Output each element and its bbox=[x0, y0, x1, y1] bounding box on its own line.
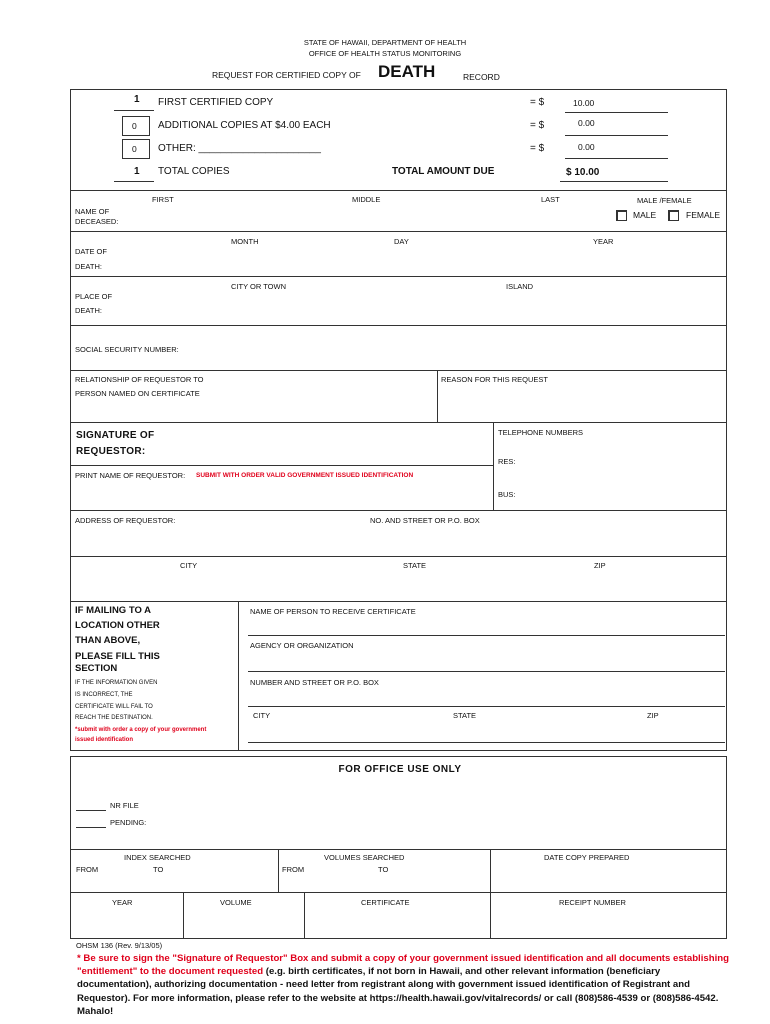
volumes-searched-label: VOLUMES SEARCHED bbox=[324, 853, 405, 862]
request-prefix: REQUEST FOR CERTIFIED COPY OF bbox=[212, 70, 361, 80]
volumes-from-label: FROM bbox=[282, 865, 305, 874]
date-label-1: DATE OF bbox=[75, 247, 107, 256]
island-header: ISLAND bbox=[506, 282, 534, 291]
date-of-death-input[interactable] bbox=[150, 250, 710, 266]
deceased-name-input[interactable] bbox=[150, 205, 590, 221]
mailing-city-label: CITY bbox=[253, 711, 271, 720]
female-checkbox[interactable] bbox=[668, 210, 679, 221]
address-label: ADDRESS OF REQUESTOR: bbox=[75, 516, 176, 525]
form-number: OHSM 136 (Rev. 9/13/05) bbox=[76, 941, 163, 950]
additional-copies-label: ADDITIONAL COPIES AT $4.00 EACH bbox=[158, 120, 331, 131]
bus-phone-input[interactable] bbox=[520, 485, 720, 501]
additional-count: 0 bbox=[132, 121, 137, 131]
total-copies-label: TOTAL COPIES bbox=[158, 166, 230, 177]
mailing-warning-3: CERTIFICATE WILL FAIL TO bbox=[75, 704, 153, 710]
mailing-id-notice-1: *submit with order a copy of your government bbox=[75, 727, 207, 733]
footer-notice bbox=[77, 952, 729, 1018]
first-copy-label: FIRST CERTIFIED COPY bbox=[158, 97, 274, 108]
state-header: STATE bbox=[403, 561, 427, 570]
additional-equals: = $ bbox=[530, 120, 545, 131]
agency-line-1: STATE OF HAWAII, DEPARTMENT OF HEALTH bbox=[303, 38, 467, 47]
middle-name-header: MIDDLE bbox=[352, 195, 381, 204]
office-receipt-label: RECEIPT NUMBER bbox=[559, 898, 626, 907]
first-name-header: FIRST bbox=[152, 195, 174, 204]
volumes-to-label: TO bbox=[378, 865, 389, 874]
office-use-box bbox=[70, 756, 727, 939]
agency-line-2: OFFICE OF HEALTH STATUS MONITORING bbox=[308, 49, 462, 58]
city-town-header: CITY OR TOWN bbox=[231, 282, 287, 291]
mailing-street-label: NUMBER AND STREET OR P.O. BOX bbox=[250, 678, 379, 687]
agency-label: AGENCY OR ORGANIZATION bbox=[250, 641, 354, 650]
mailing-street-input[interactable] bbox=[250, 689, 720, 705]
signature-label-2: REQUESTOR: bbox=[76, 446, 146, 457]
place-of-death-input[interactable] bbox=[150, 298, 710, 314]
relationship-input[interactable] bbox=[75, 402, 430, 418]
reason-input[interactable] bbox=[441, 392, 721, 416]
mailing-zip-label: ZIP bbox=[647, 711, 659, 720]
index-to-label: TO bbox=[153, 865, 164, 874]
male-checkbox[interactable] bbox=[616, 210, 627, 221]
male-label: MALE bbox=[633, 210, 657, 220]
res-phone-input[interactable] bbox=[520, 452, 720, 468]
signature-input[interactable] bbox=[165, 440, 485, 460]
address-street-input[interactable] bbox=[75, 530, 720, 548]
office-use-title: FOR OFFICE USE ONLY bbox=[338, 764, 462, 775]
city-header: CITY bbox=[180, 561, 198, 570]
record-suffix: RECORD bbox=[463, 72, 500, 82]
date-label-2: DEATH: bbox=[75, 262, 102, 271]
address-city-input[interactable] bbox=[75, 575, 720, 593]
mailing-label-1: IF MAILING TO A bbox=[75, 605, 151, 616]
telephone-header: TELEPHONE NUMBERS bbox=[498, 428, 584, 437]
place-label-2: DEATH: bbox=[75, 306, 102, 315]
reason-label: REASON FOR THIS REQUEST bbox=[441, 375, 548, 384]
res-phone-label: RES: bbox=[498, 457, 516, 466]
place-label-1: PLACE OF bbox=[75, 292, 113, 301]
index-from-label: FROM bbox=[76, 865, 99, 874]
pending-label: PENDING: bbox=[110, 818, 147, 827]
mailing-warning-4: REACH THE DESTINATION. bbox=[75, 715, 153, 721]
other-equals: = $ bbox=[530, 143, 545, 154]
total-amount-due: $ 10.00 bbox=[566, 167, 600, 178]
year-header: YEAR bbox=[593, 237, 614, 246]
form-main-box bbox=[70, 89, 727, 751]
nr-file-label: NR FILE bbox=[110, 801, 139, 810]
date-copy-label: DATE COPY PREPARED bbox=[544, 853, 630, 862]
other-count: 0 bbox=[132, 144, 137, 154]
office-certificate-label: CERTIFICATE bbox=[361, 898, 410, 907]
first-copy-count: 1 bbox=[134, 94, 140, 105]
first-copy-amount: 10.00 bbox=[573, 98, 595, 108]
record-type: DEATH bbox=[378, 62, 436, 81]
relationship-label-1: RELATIONSHIP OF REQUESTOR TO bbox=[75, 375, 204, 384]
day-header: DAY bbox=[394, 237, 409, 246]
mailing-label-4: PLEASE FILL THIS bbox=[75, 651, 160, 662]
name-label-2: DECEASED: bbox=[75, 217, 119, 226]
bus-phone-label: BUS: bbox=[498, 490, 516, 499]
ssn-label: SOCIAL SECURITY NUMBER: bbox=[75, 345, 179, 354]
footer-notice-red: * Be sure to sign the "Signature of Requestor" Box and submit a copy of your government issued identification and all documents establishing "entitlement" to the document requested bbox=[77, 953, 729, 978]
office-year-label: YEAR bbox=[112, 898, 133, 907]
zip-header: ZIP bbox=[594, 561, 606, 570]
month-header: MONTH bbox=[231, 237, 259, 246]
female-label: FEMALE bbox=[686, 210, 721, 220]
mailing-warning-2: IS INCORRECT, THE bbox=[75, 692, 133, 698]
mailing-label-2: LOCATION OTHER bbox=[75, 620, 160, 631]
signature-label-1: SIGNATURE OF bbox=[76, 430, 155, 441]
mailing-label-3: THAN ABOVE, bbox=[75, 635, 141, 646]
total-copies-count: 1 bbox=[134, 166, 140, 177]
first-copy-equals: = $ bbox=[530, 97, 545, 108]
relationship-label-2: PERSON NAMED ON CERTIFICATE bbox=[75, 389, 200, 398]
name-label-1: NAME OF bbox=[75, 207, 110, 216]
recipient-input[interactable] bbox=[250, 618, 720, 634]
index-searched-label: INDEX SEARCHED bbox=[124, 853, 191, 862]
print-name-input[interactable] bbox=[196, 484, 486, 502]
mailing-label-5: SECTION bbox=[75, 663, 118, 674]
agency-input[interactable] bbox=[250, 653, 720, 669]
id-notice: SUBMIT WITH ORDER VALID GOVERNMENT ISSUED IDENTIFICATION bbox=[196, 472, 414, 479]
last-name-header: LAST bbox=[541, 195, 560, 204]
footer-notice-black: (e.g. birth certificates, if not born in Hawaii, and other relevant information (beneficiary documentation), authorizing documentation - need letter from registrant along with government issued identification of Registrant and Requestor). For more information, please refer to the website at https://health.hawaii.gov/vitalrecords/ or call (808)586-4539 or (808)586-4542. Mahalo! bbox=[77, 966, 719, 1017]
sex-header: MALE /FEMALE bbox=[637, 196, 692, 205]
mailing-city-input[interactable] bbox=[250, 724, 720, 740]
ssn-input[interactable] bbox=[185, 342, 705, 358]
mailing-id-notice-2: issued identification bbox=[75, 737, 134, 743]
other-label: OTHER: ______________________ bbox=[158, 143, 321, 154]
total-amount-label: TOTAL AMOUNT DUE bbox=[392, 166, 495, 177]
additional-amount: 0.00 bbox=[578, 118, 595, 128]
recipient-label: NAME OF PERSON TO RECEIVE CERTIFICATE bbox=[250, 607, 416, 616]
street-header: NO. AND STREET OR P.O. BOX bbox=[370, 516, 480, 525]
mailing-warning-1: IF THE INFORMATION GIVEN bbox=[75, 680, 158, 686]
other-amount: 0.00 bbox=[578, 142, 595, 152]
office-volume-label: VOLUME bbox=[220, 898, 252, 907]
mailing-state-label: STATE bbox=[453, 711, 477, 720]
print-name-label: PRINT NAME OF REQUESTOR: bbox=[75, 471, 186, 480]
